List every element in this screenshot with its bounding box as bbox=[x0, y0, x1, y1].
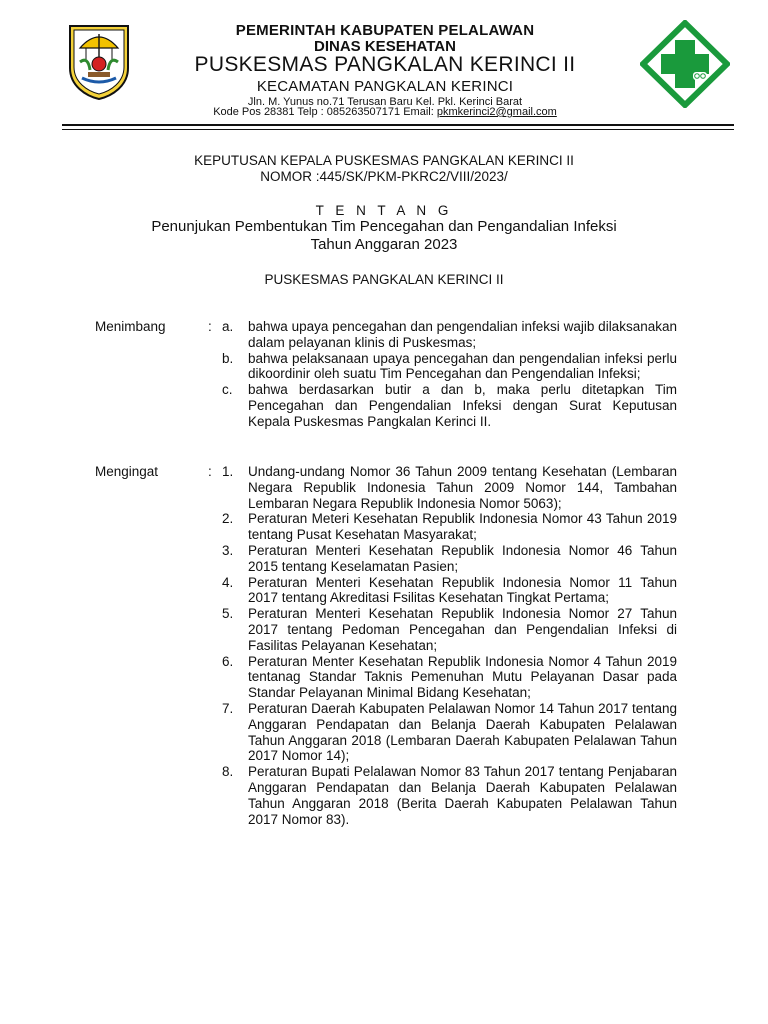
pelalawan-emblem-logo bbox=[66, 22, 132, 100]
item-marker: 1. bbox=[222, 464, 234, 479]
list-item bbox=[222, 654, 677, 701]
item-marker: 6. bbox=[222, 653, 234, 669]
item-marker: 7. bbox=[222, 700, 234, 716]
decree-subject: Penunjukan Pembentukan Tim Pencegahan dan Pengandalian Infeksi bbox=[151, 218, 617, 235]
mengingat-colon: : bbox=[208, 464, 212, 479]
decree-tentang: T E N T A N G bbox=[315, 203, 453, 218]
item-text: Peraturan Menter Kesehatan Republik Indonesia Nomor 4 Tahun 2019 tentanag Standar Taknis Pemenuhan Mutu Pelayanan Dasar pada Standar Pelayanan Minimal Bidang Kesehatan; bbox=[248, 653, 677, 701]
kop-address: Jln. M. Yunus no.71 Terusan Baru Kel. Pkl. Kerinci Barat bbox=[247, 96, 523, 108]
decree-title: KEPUTUSAN KEPALA PUSKESMAS PANGKALAN KERINCI II bbox=[194, 153, 574, 168]
letterhead-divider-thin bbox=[62, 129, 734, 130]
item-marker: 8. bbox=[222, 764, 234, 780]
item-text: Peraturan Menteri Kesehatan Republik Indonesia Nomor 11 Tahun 2017 tentang Akreditasi Fsilitas Kesehatan Tingkat Pertama; bbox=[248, 574, 677, 606]
kop-institution: PUSKESMAS PANGKALAN KERINCI II bbox=[194, 53, 576, 76]
list-item bbox=[222, 543, 677, 575]
decree-institution: PUSKESMAS PANGKALAN KERINCI II bbox=[264, 272, 504, 287]
item-marker: 4. bbox=[222, 574, 234, 590]
list-item bbox=[222, 382, 677, 429]
item-marker: a. bbox=[222, 319, 234, 334]
item-text: bahwa pelaksanaan upaya pencegahan dan pengendalian infeksi perlu dikoordinir oleh suatu Tim Pencegahan dan Pengendalian Infeksi; bbox=[248, 350, 677, 382]
mengingat-list bbox=[222, 464, 677, 827]
decree-number: NOMOR :445/SK/PKM-PKRC2/VIII/2023/ bbox=[260, 169, 508, 184]
item-marker: 5. bbox=[222, 606, 234, 622]
item-marker: 3. bbox=[222, 542, 234, 558]
item-text: Peraturan Bupati Pelalawan Nomor 83 Tahun 2017 tentang Penjabaran Anggaran Pendapatan dan Belanja Daerah Kabupaten Pelalawan Tahun Anggaran 2018 (Berita Daerah Kabupaten Pelalawan Tahun 2017 Nomor 83). bbox=[248, 764, 677, 827]
item-text: Peraturan Meteri Kesehatan Republik Indonesia Nomor 43 Tahun 2019 tentang Pusat Kesehatan Masyarakat; bbox=[248, 511, 677, 543]
item-text: bahwa upaya pencegahan dan pengendalian infeksi wajib dilaksanakan dalam pelayanan klinis di Puskesmas; bbox=[248, 319, 677, 350]
list-item bbox=[222, 319, 677, 351]
list-item bbox=[222, 511, 677, 543]
item-marker: c. bbox=[222, 382, 233, 398]
list-item bbox=[222, 351, 677, 383]
list-item bbox=[222, 464, 677, 511]
menimbang-list bbox=[222, 319, 677, 430]
list-item bbox=[222, 606, 677, 653]
kop-department: DINAS KESEHATAN bbox=[314, 38, 456, 55]
list-item bbox=[222, 764, 677, 827]
item-marker: b. bbox=[222, 350, 234, 366]
list-item bbox=[222, 575, 677, 607]
mengingat-label: Mengingat bbox=[95, 464, 159, 479]
item-text: Peraturan Menteri Kesehatan Republik Indonesia Nomor 27 Tahun 2017 tentang Pedoman Pencegahan dan Pengendalian Infeksi di Fasilitas Pelayanan Kesehatan; bbox=[248, 606, 677, 653]
kop-district: KECAMATAN PANGKALAN KERINCI bbox=[256, 78, 514, 95]
item-text: Peraturan Daerah Kabupaten Pelalawan Nomor 14 Tahun 2017 tentang Anggaran Pendapatan dan Belanja Daerah Kabupaten Pelalawan Tahun Anggaran 2018 (Lembaran Daerah Kabupaten Pelalawan Tahun 2017 Nomor 14); bbox=[248, 700, 677, 764]
menimbang-colon: : bbox=[208, 319, 212, 334]
email-link[interactable]: pkmkerinci2@gmail.com bbox=[436, 106, 557, 118]
kop-contact bbox=[140, 106, 630, 118]
decree-subject-year: Tahun Anggaran 2023 bbox=[310, 236, 458, 253]
item-marker: 2. bbox=[222, 511, 234, 527]
kop-government: PEMERINTAH KABUPATEN PELALAWAN bbox=[235, 22, 535, 39]
menimbang-label: Menimbang bbox=[95, 319, 166, 334]
puskesmas-cross-logo bbox=[640, 20, 730, 108]
list-item bbox=[222, 701, 677, 764]
kop-contact-text: Kode Pos 28381 Telp : 085263507171 Email: bbox=[213, 106, 437, 118]
item-text: bahwa berdasarkan butir a dan b, maka perlu ditetapkan Tim Pencegahan dan Pengendalian Infeksi dengan Surat Keputusan Kepala Puskesmas Pangkalan Kerinci II. bbox=[248, 382, 677, 429]
item-text: Peraturan Menteri Kesehatan Republik Indonesia Nomor 46 Tahun 2015 tentang Keselamatan Pasien; bbox=[248, 542, 677, 574]
item-text: Undang-undang Nomor 36 Tahun 2009 tentang Kesehatan (Lembaran Negara Republik Indonesia Tahun 2009 Nomor 144, Tambahan Lembaran Negara Republik Indonesia Nomor 5063); bbox=[248, 464, 677, 511]
letterhead-divider-thick bbox=[62, 124, 734, 126]
